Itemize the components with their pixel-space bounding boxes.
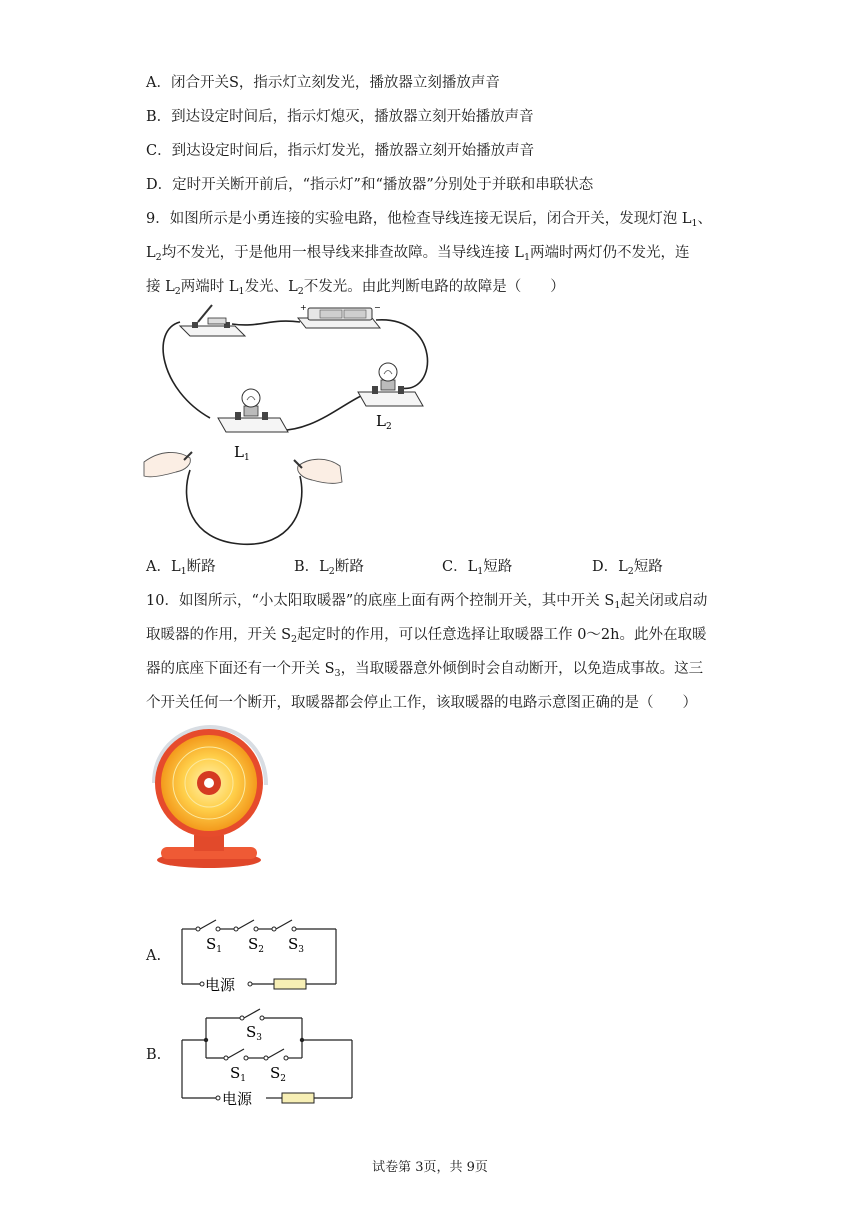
q10-stem-line-2: 取暖器的作用，开关 $S_2$起定时的作用，可以任意选择让取暖器工作 0～2h。此外在取暖 [146, 627, 707, 645]
lamp-l1-label: $L_1$ [234, 443, 250, 463]
q9-option-d: D．$L_2$短路 [592, 559, 663, 577]
svg-text:+: + [300, 303, 307, 312]
lamp-l2-label: $L_2$ [376, 412, 392, 432]
svg-text:S2: $S_2$ [248, 935, 265, 955]
test-wire [187, 470, 302, 544]
q9-option-c: C．$L_1$短路 [442, 559, 513, 577]
q8-option-d: D．定时开关断开前后，“指示灯”和“播放器”分别处于并联和串联状态 [146, 177, 594, 193]
heater-illustration [146, 725, 276, 870]
svg-text:电源: 电源 [205, 976, 236, 992]
svg-text:电源: 电源 [222, 1090, 253, 1108]
svg-text:S3: $S_3$ [246, 1023, 263, 1043]
q8-option-a: A．闭合开关S，指示灯立刻发光，播放器立刻播放声音 [146, 75, 500, 91]
lamp-l2-icon [358, 363, 423, 406]
heating-element-icon [274, 979, 306, 989]
q9-stem-line-2: $L_2$均不发光，于是他用一根导线来排查故障。当导线连接 $L_1$两端时两灯仍不发光，连 [146, 245, 690, 263]
q10-option-a-letter: A. [146, 948, 162, 964]
heating-element-icon [282, 1093, 314, 1103]
battery-holder-icon [298, 303, 381, 328]
q10-stem-line-4: 个开关任何一个断开，取暖器都会停止工作，该取暖器的电路示意图正确的是（ ） [146, 695, 697, 711]
svg-text:S3: $S_3$ [288, 935, 305, 955]
q10-option-a-circuit [176, 912, 346, 992]
q9-circuit-figure [140, 300, 440, 550]
q10-option-b-circuit [176, 1004, 361, 1109]
svg-text:S2: $S_2$ [270, 1064, 287, 1084]
page-footer: 试卷第 3页，共 9页 [372, 1160, 488, 1175]
q10-stem-line-3: 器的底座下面还有一个开关 $S_3$，当取暖器意外倾倒时会自动断开，以免造成事故。这三 [146, 661, 704, 679]
q8-option-c: C．到达设定时间后，指示灯发光，播放器立刻开始播放声音 [146, 143, 535, 159]
q9-option-b: B．$L_2$断路 [294, 559, 364, 577]
q8-option-b: B．到达设定时间后，指示灯熄灭，播放器立刻开始播放声音 [146, 109, 534, 125]
svg-text:S1: $S_1$ [230, 1064, 247, 1084]
knife-switch-icon [180, 305, 245, 336]
q9-stem-line-3: 接 $L_2$两端时 $L_1$发光、$L_2$不发光。由此判断电路的故障是（ ） [146, 279, 565, 297]
lamp-l1-icon [218, 389, 288, 432]
q10-option-b-letter: B. [146, 1047, 162, 1063]
q10-stem-line-1: 10．如图所示，“小太阳取暖器”的底座上面有两个控制开关，其中开关 $S_1$起关闭或启动 [146, 593, 708, 611]
q9-stem-line-1: 9．如图所示是小勇连接的实验电路，他检查导线连接无误后，闭合开关，发现灯泡 $L_1$、 [146, 211, 713, 229]
svg-text:S1: $S_1$ [206, 935, 223, 955]
svg-text:−: − [374, 303, 381, 312]
hand-left-icon [144, 452, 192, 477]
q9-option-a: A．$L_1$断路 [146, 559, 216, 577]
